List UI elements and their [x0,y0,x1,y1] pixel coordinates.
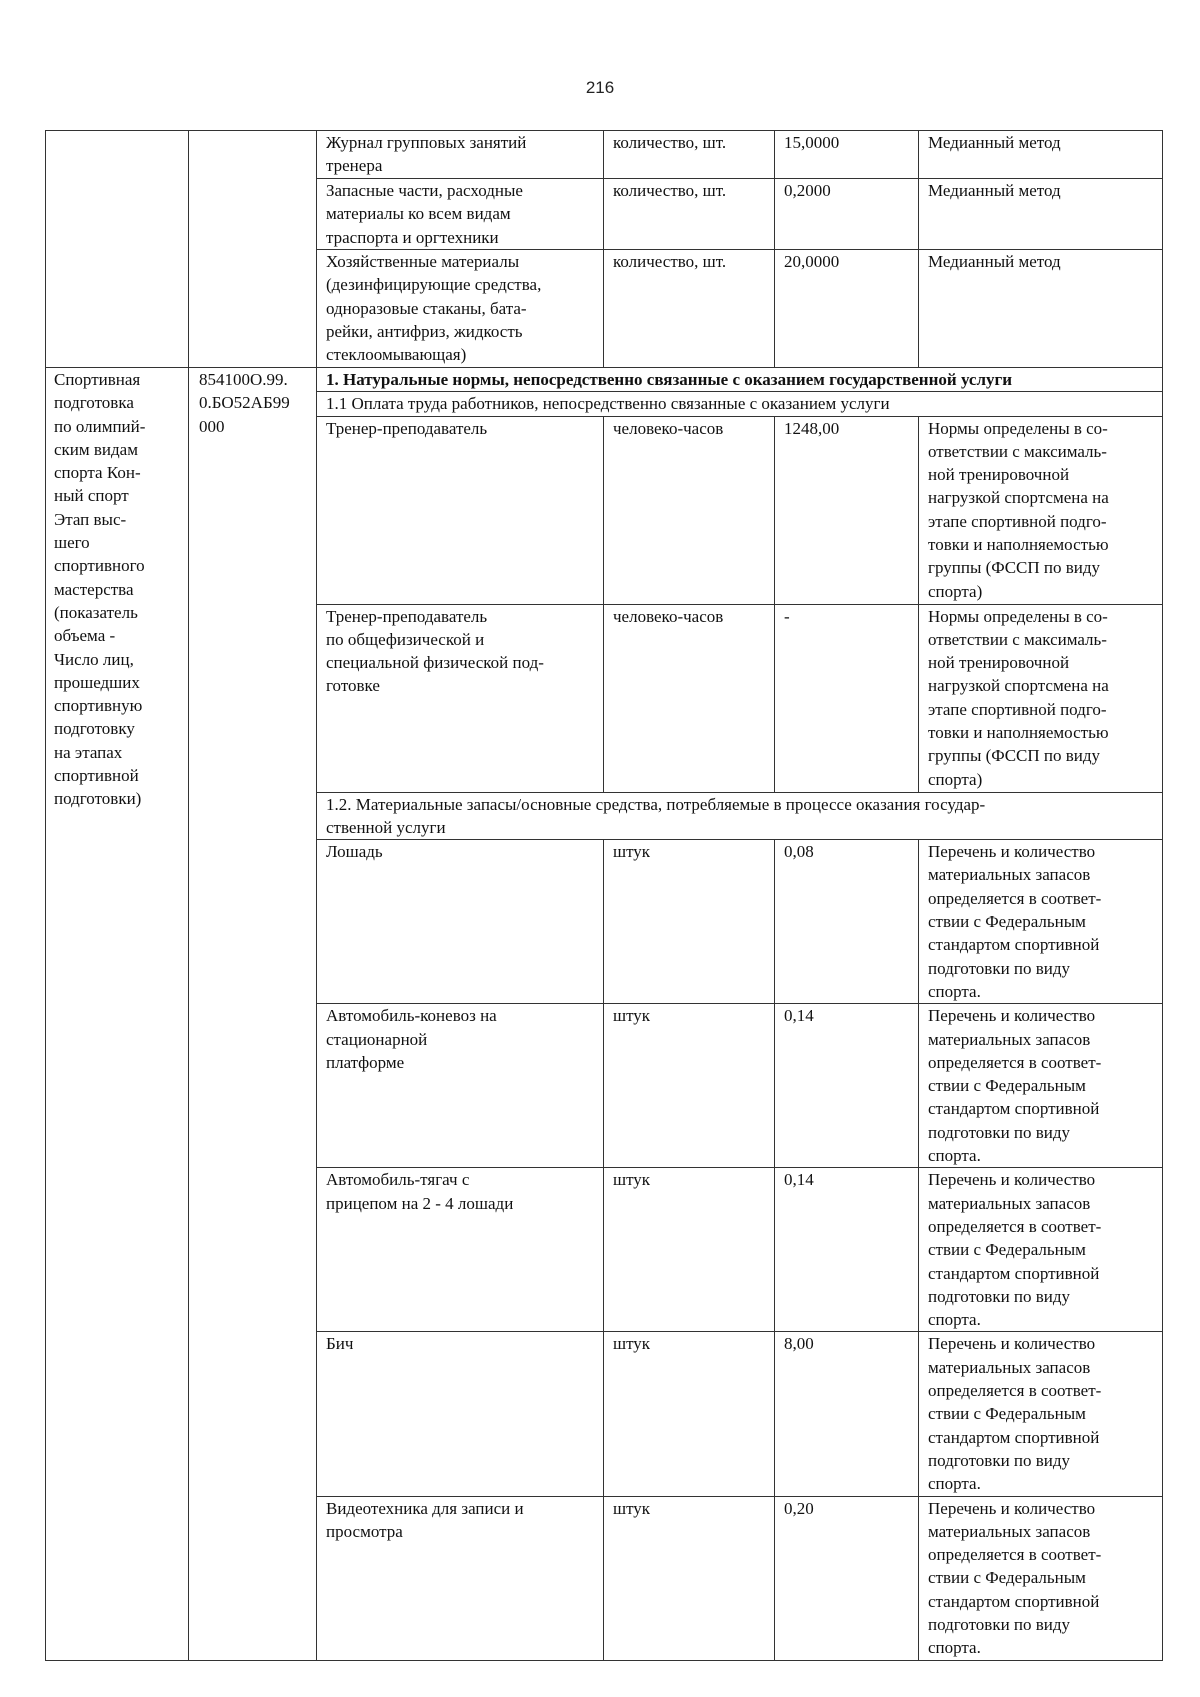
section-1-1-title: 1.1 Оплата труда работников, непосредственно связанные с оказанием услуги [317,392,1163,416]
material-unit: штук [604,1004,775,1168]
material-name: Лошадь [317,840,604,1004]
material-method: Перечень и количество материальных запасов определяется в соответ- ствии с Федеральным стандартом спортивной подготовки по виду спорта. [919,840,1163,1004]
resource-value: 0,2000 [775,179,919,250]
labor-method: Нормы определены в со- ответствии с максималь- ной тренировочной нагрузкой спортсмена на этапе спортивной подго- товки и наполняемостью группы (ФССП по виду спорта) [919,604,1163,792]
material-method: Перечень и количество материальных запасов определяется в соответ- ствии с Федеральным стандартом спортивной подготовки по виду спорта. [919,1004,1163,1168]
material-method: Перечень и количество материальных запасов определяется в соответ- ствии с Федеральным стандартом спортивной подготовки по виду спорта. [919,1496,1163,1660]
material-value: 0,08 [775,840,919,1004]
labor-method: Нормы определены в со- ответствии с максималь- ной тренировочной нагрузкой спортсмена на этапе спортивной подго- товки и наполняемостью группы (ФССП по виду спорта) [919,416,1163,604]
labor-value: 1248,00 [775,416,919,604]
material-unit: штук [604,840,775,1004]
resource-unit: количество, шт. [604,250,775,368]
labor-unit: человеко-часов [604,604,775,792]
material-name: Автомобиль-тягач с прицепом на 2 - 4 лошади [317,1168,604,1332]
service-code: 854100О.99. 0.БО52АБ99 000 [189,368,317,1661]
resource-name: Запасные части, расходные материалы ко всем видам траспорта и оргтехники [317,179,604,250]
page-number: 216 [585,78,615,97]
material-value: 0,20 [775,1496,919,1660]
material-unit: штук [604,1496,775,1660]
material-value: 8,00 [775,1332,919,1496]
resource-method: Медианный метод [919,131,1163,179]
resource-value: 15,0000 [775,131,919,179]
section-1-title: 1. Натуральные нормы, непосредственно связанные с оказанием государственной услуги [317,368,1163,392]
section-1-2-title: 1.2. Материальные запасы/основные средства, потребляемые в процессе оказания государ- ственной услуги [317,792,1163,840]
material-unit: штук [604,1332,775,1496]
service-name-cell-empty [46,131,189,368]
service-code-cell-empty [189,131,317,368]
resource-unit: количество, шт. [604,131,775,179]
material-value: 0,14 [775,1004,919,1168]
labor-name: Тренер-преподаватель [317,416,604,604]
service-name: Спортивная подготовка по олимпий- ским видам спорта Кон- ный спорт Этап выс- шего спортивного мастерства (показатель объема - Число лиц, прошедших спортивную подготовку на этапах спортивной подготовки) [46,368,189,1661]
resource-name: Хозяйственные материалы (дезинфицирующие средства, одноразовые стаканы, бата- рейки, антифриз, жидкость стеклоомывающая) [317,250,604,368]
material-name: Видеотехника для записи и просмотра [317,1496,604,1660]
material-unit: штук [604,1168,775,1332]
resource-name: Журнал групповых занятий тренера [317,131,604,179]
labor-name: Тренер-преподаватель по общефизической и специальной физической под- готовке [317,604,604,792]
resource-method: Медианный метод [919,250,1163,368]
labor-value: - [775,604,919,792]
material-method: Перечень и количество материальных запасов определяется в соответ- ствии с Федеральным стандартом спортивной подготовки по виду спорта. [919,1332,1163,1496]
material-value: 0,14 [775,1168,919,1332]
material-name: Бич [317,1332,604,1496]
material-method: Перечень и количество материальных запасов определяется в соответ- ствии с Федеральным стандартом спортивной подготовки по виду спорта. [919,1168,1163,1332]
section-row [46,368,1163,392]
material-name: Автомобиль-коневоз на стационарной платформе [317,1004,604,1168]
table-row [46,131,1163,179]
resource-unit: количество, шт. [604,179,775,250]
labor-unit: человеко-часов [604,416,775,604]
resource-method: Медианный метод [919,179,1163,250]
norms-table [45,130,1163,1661]
resource-value: 20,0000 [775,250,919,368]
